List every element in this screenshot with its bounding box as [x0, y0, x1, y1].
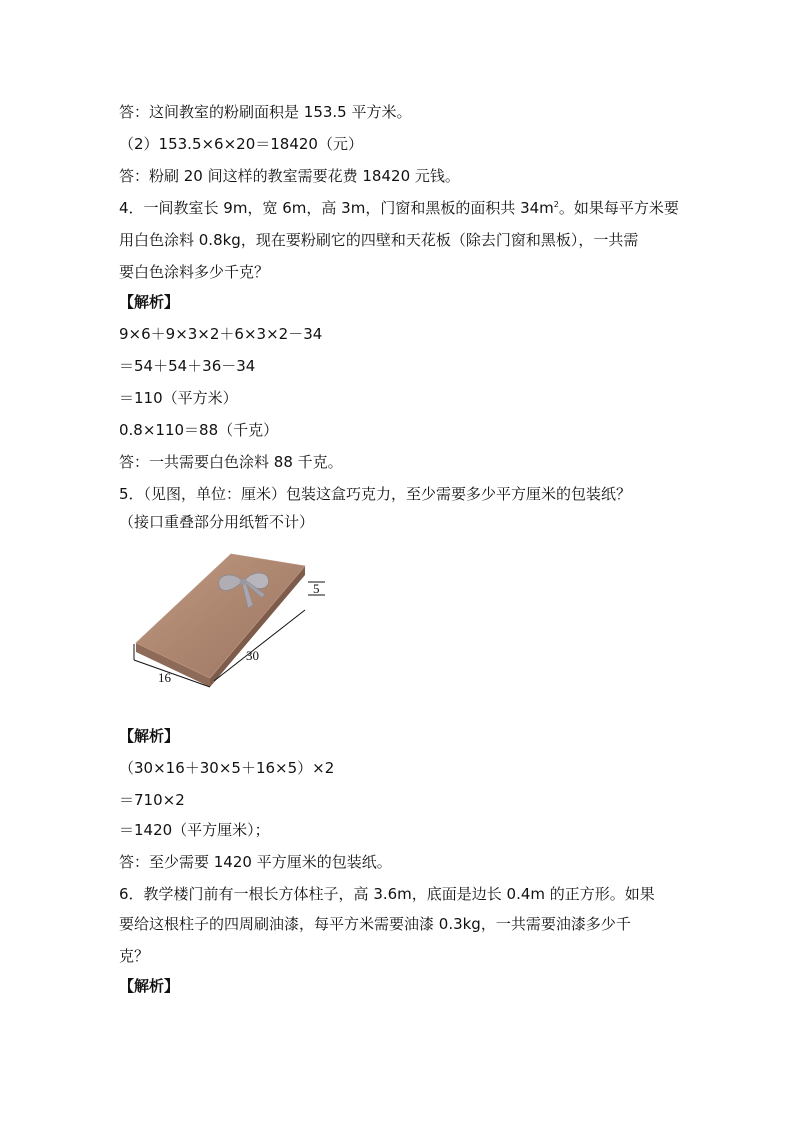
text-line: （30×16＋30×5＋16×5）×2: [119, 759, 335, 777]
text-line: 答：至少需要 1420 平方厘米的包装纸。: [119, 853, 392, 871]
text-line: 5．（见图，单位：厘米）包装这盒巧克力，至少需要多少平方厘米的包装纸？: [119, 485, 632, 503]
text-line: ＝110（平方米）: [119, 389, 238, 407]
width-label: 16: [158, 670, 171, 685]
text-line: 答：这间教室的粉刷面积是 153.5 平方米。: [119, 103, 412, 121]
text-line: 要白色涂料多少千克？: [119, 263, 270, 281]
text-line: ＝710×2: [119, 791, 185, 809]
text-line: 0.8×110＝88（千克）: [119, 421, 279, 439]
text-line: 克？: [119, 947, 150, 965]
analysis-heading: 【解析】: [119, 977, 180, 995]
text-line: 6．教学楼门前有一根长方体柱子，高 3.6m，底面是边长 0.4m 的正方形。如果: [119, 885, 655, 903]
analysis-heading: 【解析】: [119, 727, 180, 745]
text-segment: 。如果每平方米要: [558, 199, 679, 217]
chocolate-box-figure: [130, 548, 340, 688]
text-line: 用白色涂料 0.8kg，现在要粉刷它的四壁和天花板（除去门窗和黑板），一共需: [119, 231, 639, 249]
text-line: 9×6＋9×3×2＋6×3×2－34: [119, 325, 323, 343]
length-label: 30: [246, 648, 259, 663]
text-line: 答：一共需要白色涂料 88 千克。: [119, 453, 343, 471]
text-line: ＝1420（平方厘米）；: [119, 821, 270, 839]
analysis-heading: 【解析】: [119, 293, 180, 311]
text-line: 答：粉刷 20 间这样的教室需要花费 18420 元钱。: [119, 167, 460, 185]
superscript: 2: [553, 200, 559, 209]
height-label: 5: [313, 581, 320, 596]
text-line: 要给这根柱子的四周刷油漆，每平方米需要油漆 0.3kg，一共需要油漆多少千: [119, 915, 631, 933]
text-line: （接口重叠部分用纸暂不计）: [119, 513, 315, 531]
text-segment: 4．一间教室长 9m，宽 6m，高 3m，门窗和黑板的面积共 34m: [119, 199, 554, 217]
question-4-line: [119, 198, 679, 218]
text-line: ＝54＋54＋36－34: [119, 357, 256, 375]
text-line: （2）153.5×6×20＝18420（元）: [119, 135, 363, 153]
